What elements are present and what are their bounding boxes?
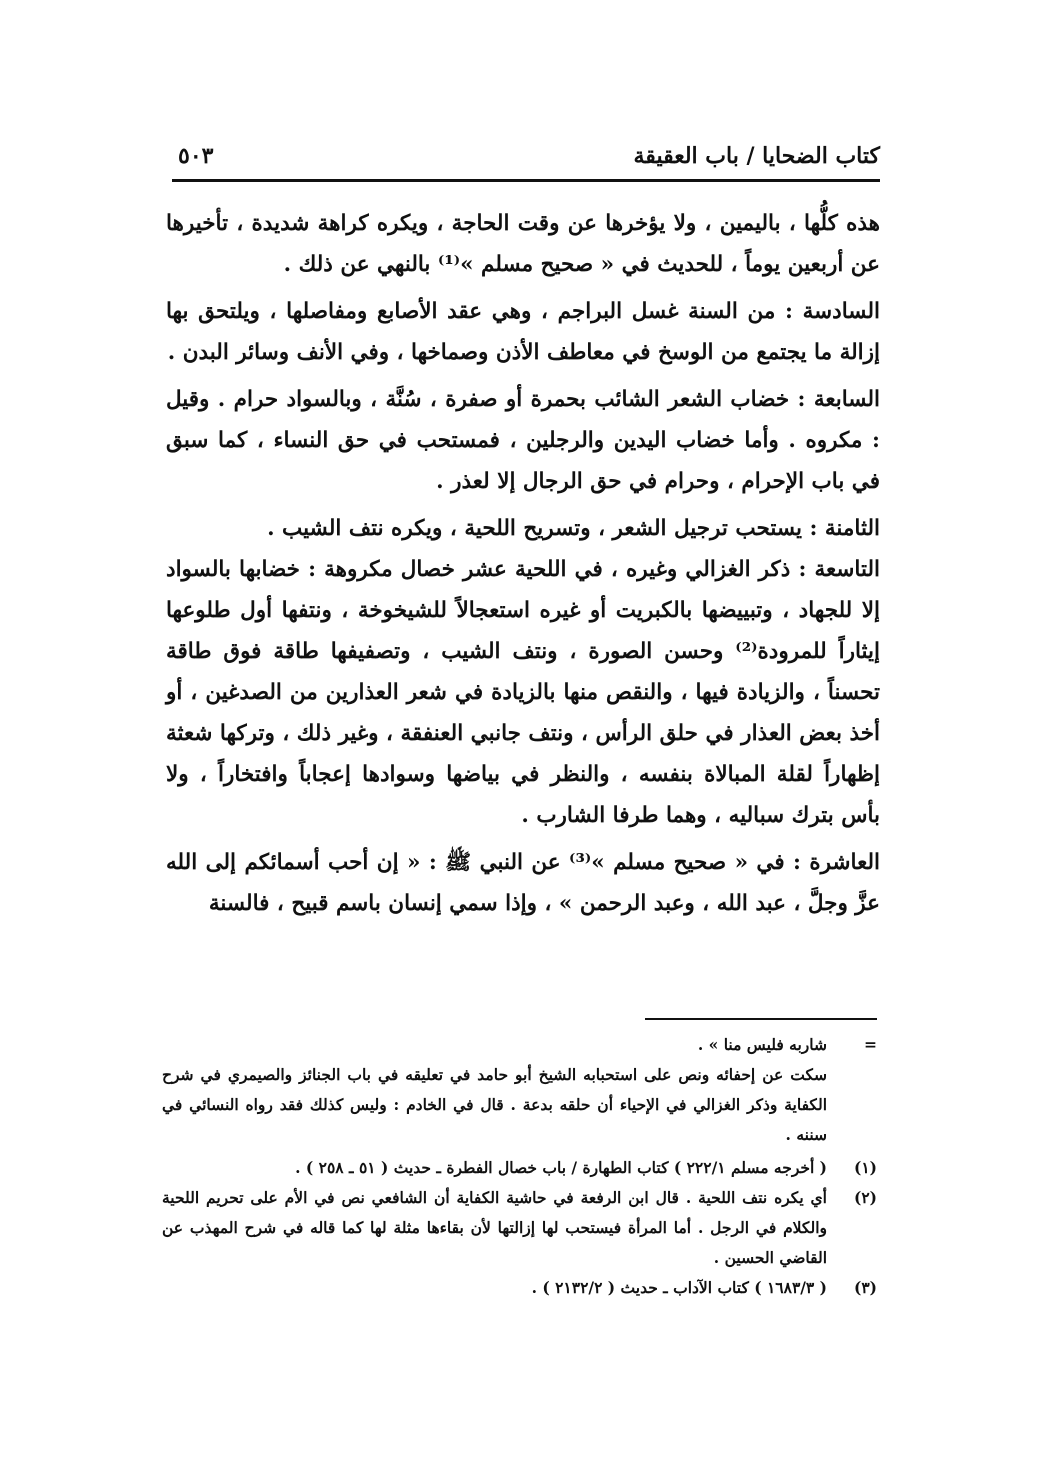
paragraph-eighth: الثامنة : يستحب ترجيل الشعر ، وتسريح اللحية ، ويكره نتف الشيب . bbox=[267, 516, 880, 541]
page-header bbox=[172, 135, 880, 183]
paragraph-continuation: هذه كلُّها ، باليمين ، ولا يؤخرها عن وقت الحاجة ، ويكره كراهة شديدة ، تأخيرها عن أربعين يوماً ، للحديث في « صحيح مسلم »⁽¹⁾ بالنهي عن ذلك . bbox=[166, 211, 880, 277]
header-rule bbox=[172, 179, 880, 182]
footnote-3 bbox=[162, 1273, 877, 1303]
paragraph-seventh: السابعة : خضاب الشعر الشائب بحمرة أو صفرة ، سُنَّة ، وبالسواد حرام . وقيل : مكروه . وأما خضاب اليدين والرجلين ، فمستحب في حق النساء ، كما سبق في باب الإحرام ، وحرام في حق الرجال إلا لعذر . bbox=[166, 387, 880, 494]
footnote-text: سكت عن إحفائه ونص على استحبابه الشيخ أبو حامد في تعليقه في باب الجنائز والصيمري في شرح الكفاية وذكر الغزالي في الإحياء أن حلقه بدعة . قال في الخادم : وليس كذلك فقد رواه النسائي في سننه . bbox=[162, 1065, 827, 1144]
main-text bbox=[166, 203, 880, 924]
footnote-text: شاربه فليس منا » . bbox=[697, 1035, 827, 1054]
footnote-text: ( أخرجه مسلم ٢٢٢/١ ) كتاب الطهارة / باب خصال الفطرة ـ حديث ( ٥١ ـ ٢٥٨ ) . bbox=[295, 1158, 827, 1177]
paragraph-ninth: التاسعة : ذكر الغزالي وغيره ، في اللحية عشر خصال مكروهة : خضابها بالسواد إلا للجهاد ، وتبييضها بالكبريت أو غيره استعجالاً للشيخوخة ، ونتفها أول طلوعها إيثاراً للمرودة⁽²⁾ وحسن الصورة ، ونتف الشيب ، وتصفيفها طاقة فوق طاقة تحسناً ، والزيادة فيها ، والنقص منها بالزيادة في شعر العذارين من الصدغين ، أو أخذ بعض العذار في حلق الرأس ، ونتف جانبي العنفقة ، وغير ذلك ، وتركها شعثة إظهاراً لقلة المبالاة بنفسه ، والنظر في بياضها وسوادها إعجاباً وافتخاراً ، ولا بأس بترك سباليه ، وهما طرفا الشارب . bbox=[166, 557, 880, 828]
footnote-text: أي يكره نتف اللحية . قال ابن الرفعة في حاشية الكفاية أن الشافعي نص في الأم على تحريم اللحية والكلام في الرجل . أما المرأة فيستحب لها إزالتها لأن بقاءها مثلة لها كما قاله في شرح المهذب عن القاضي الحسين . bbox=[162, 1188, 827, 1267]
paragraph-sixth: السادسة : من السنة غسل البراجم ، وهي عقد الأصابع ومفاصلها ، ويلتحق بها إزالة ما يجتمع من الوسخ في معاطف الأذن وصماخها ، وفي الأنف وسائر البدن . bbox=[166, 299, 880, 365]
footnote-text: ( ١٦٨٣/٣ ) كتاب الآداب ـ حديث ( ٢١٣٢/٢ ) . bbox=[531, 1278, 827, 1297]
running-title: كتاب الضحايا / باب العقيقة bbox=[633, 143, 880, 169]
footnote-mark bbox=[827, 1060, 877, 1150]
footnote-continuation bbox=[162, 1030, 877, 1060]
footnote-mark: (١) bbox=[853, 1158, 877, 1177]
footnote-2 bbox=[162, 1183, 877, 1273]
footnote-mark: (٢) bbox=[853, 1188, 877, 1207]
footnote-separator bbox=[645, 1018, 877, 1020]
paragraph-tenth: العاشرة : في « صحيح مسلم »⁽³⁾ عن النبي ﷺ : « إن أحب أسمائكم إلى الله عزَّ وجلَّ ، عبد الله ، وعبد الرحمن » ، وإذا سمي إنسان باسم قبيح ، فالسنة bbox=[166, 850, 880, 916]
footnote-1 bbox=[162, 1153, 877, 1183]
footnote-continuation-note bbox=[162, 1060, 877, 1150]
footnote-mark: = bbox=[864, 1035, 877, 1054]
footnote-mark: (٣) bbox=[853, 1278, 877, 1297]
footnotes bbox=[162, 1030, 877, 1303]
page-number: ٥٠٣ bbox=[178, 143, 214, 169]
